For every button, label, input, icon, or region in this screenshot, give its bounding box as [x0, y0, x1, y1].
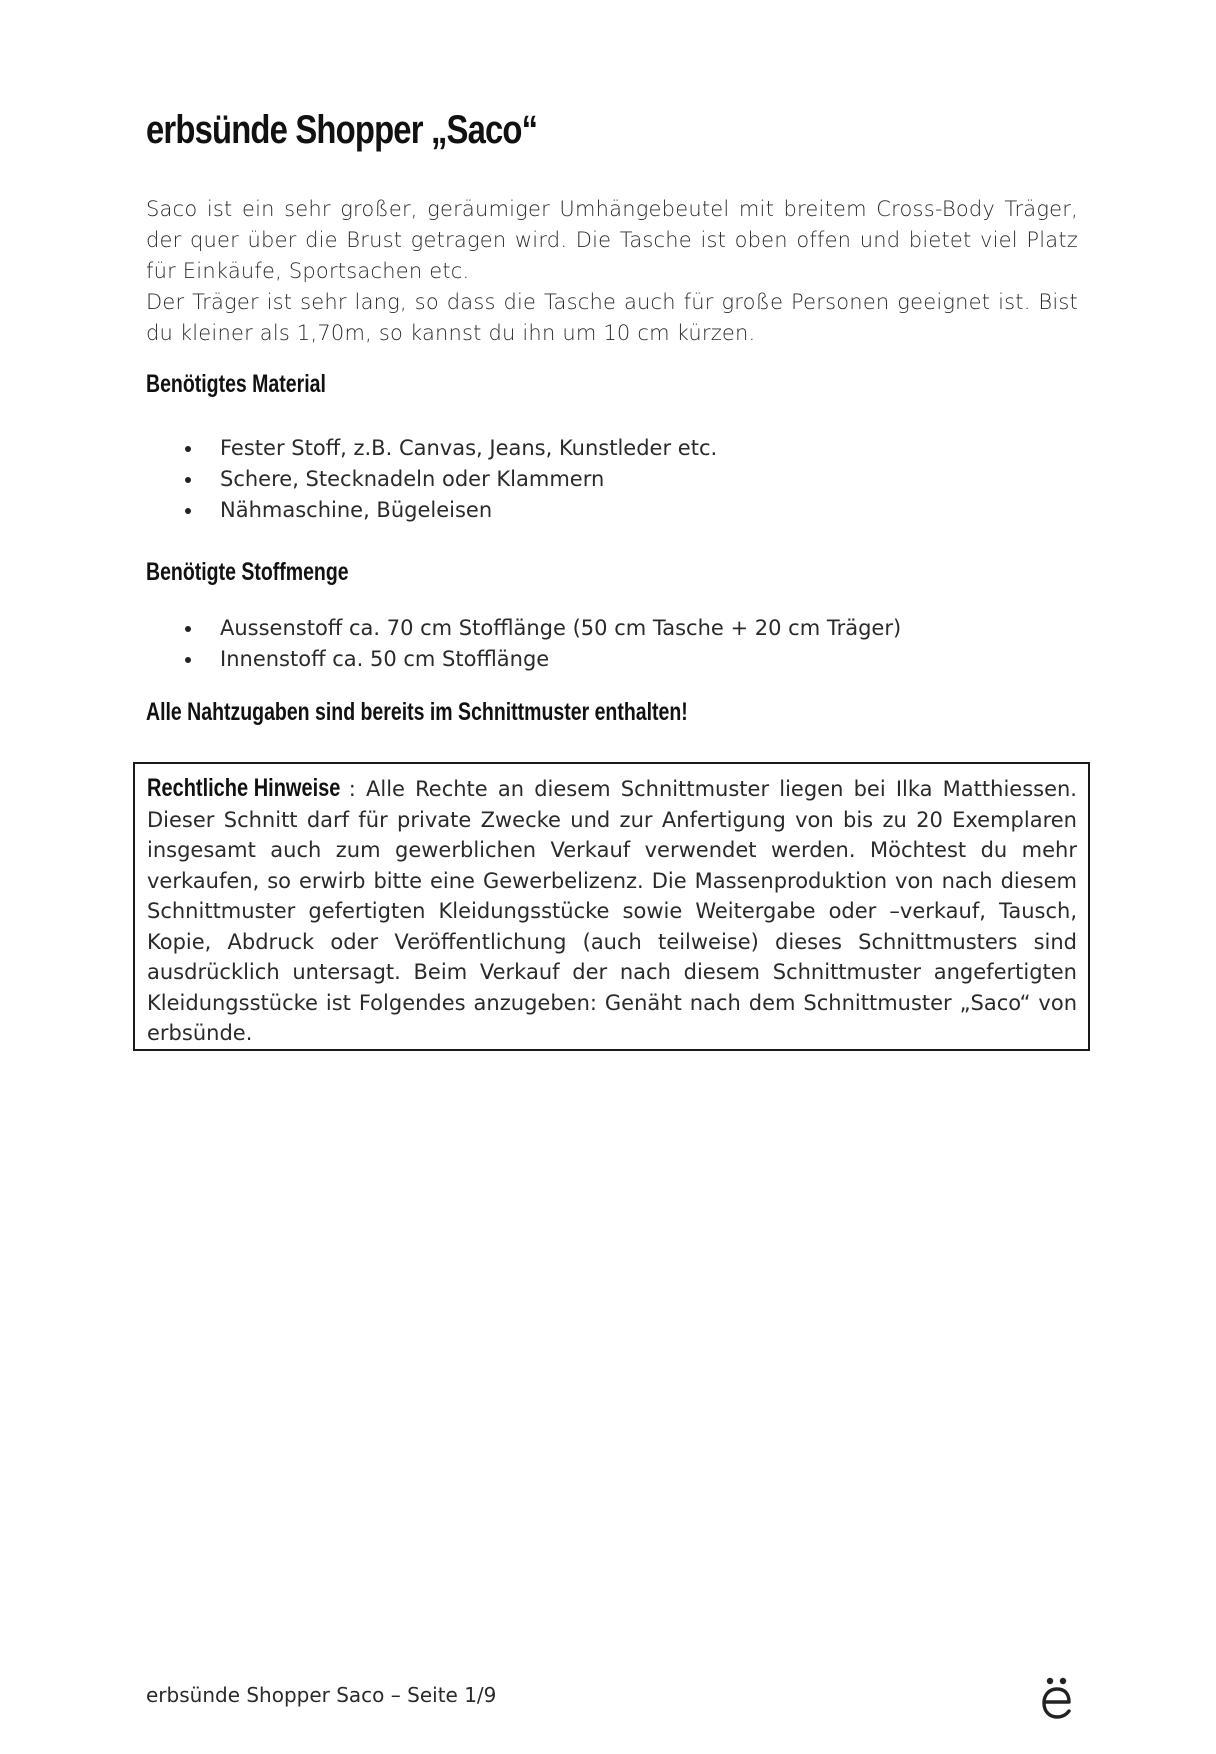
seam-allowance-note: Alle Nahtzugaben sind bereits im Schnittmuster enthalten!	[146, 698, 688, 726]
intro-text	[146, 194, 1078, 349]
bullet-icon	[185, 446, 191, 452]
legal-notice-body: : Alle Rechte an diesem Schnittmuster liegen bei Ilka Matthiessen. Dieser Schnitt darf für private Zwecke und zur Anfertigung von bis zu 20 Exemplaren insgesamt auch zum gewerblichen Verkauf verwendet werden. Möchtest du mehr verkaufen, so erwirb bitte eine Gewerbelizenz. Die Massenproduktion von nach diesem Schnittmuster gefertigten Kleidungsstücke sowie Weitergabe oder –verkauf, Tausch, Kopie, Abdruck oder Veröffentlichung (auch teilweise) dieses Schnittmusters sind ausdrücklich untersagt. Beim Verkauf der nach diesem Schnittmuster angefertigten Kleidungsstücke ist Folgendes anzugeben: Genäht nach dem Schnittmuster „Saco“ von erbsünde.	[147, 777, 1077, 1045]
legal-notice-box	[133, 762, 1090, 1051]
bullet-icon	[185, 477, 191, 483]
page-footer: erbsünde Shopper Saco – Seite 1/9	[146, 1683, 497, 1707]
list-item-text: Schere, Stecknadeln oder Klammern	[220, 467, 605, 491]
fabric-list	[146, 613, 901, 675]
bullet-icon	[185, 626, 191, 632]
list-item	[146, 464, 717, 495]
legal-notice-label: Rechtliche Hinweise	[147, 774, 341, 802]
intro-paragraph: Der Träger ist sehr lang, so dass die Tasche auch für große Personen geeignet ist. Bist du kleiner als 1,70m, so kannst du ihn um 10 cm kürzen.	[146, 290, 1078, 345]
legal-notice-text	[147, 773, 1077, 1049]
erbsuende-e-logo-icon	[1040, 1676, 1074, 1720]
intro-paragraph: Saco ist ein sehr großer, geräumiger Umhängebeutel mit breitem Cross-Body Träger, der quer über die Brust getragen wird. Die Tasche ist oben offen und bietet viel Platz für Einkäufe, Sportsachen etc.	[146, 197, 1078, 283]
list-item-text: Innenstoff ca. 50 cm Stofflänge	[220, 647, 550, 671]
list-item	[146, 644, 901, 675]
list-item-text: Aussenstoff ca. 70 cm Stofflänge (50 cm Tasche + 20 cm Träger)	[220, 616, 902, 640]
list-item	[146, 613, 901, 644]
list-item-text: Fester Stoff, z.B. Canvas, Jeans, Kunstleder etc.	[220, 436, 718, 460]
bullet-icon	[185, 508, 191, 514]
bullet-icon	[185, 657, 191, 663]
fabric-heading: Benötigte Stoffmenge	[146, 558, 349, 586]
list-item	[146, 433, 717, 464]
document-title: erbsünde Shopper „Saco“	[146, 108, 538, 152]
material-list	[146, 433, 717, 526]
list-item-text: Nähmaschine, Bügeleisen	[220, 498, 493, 522]
material-heading: Benötigtes Material	[146, 370, 326, 398]
list-item	[146, 495, 717, 526]
